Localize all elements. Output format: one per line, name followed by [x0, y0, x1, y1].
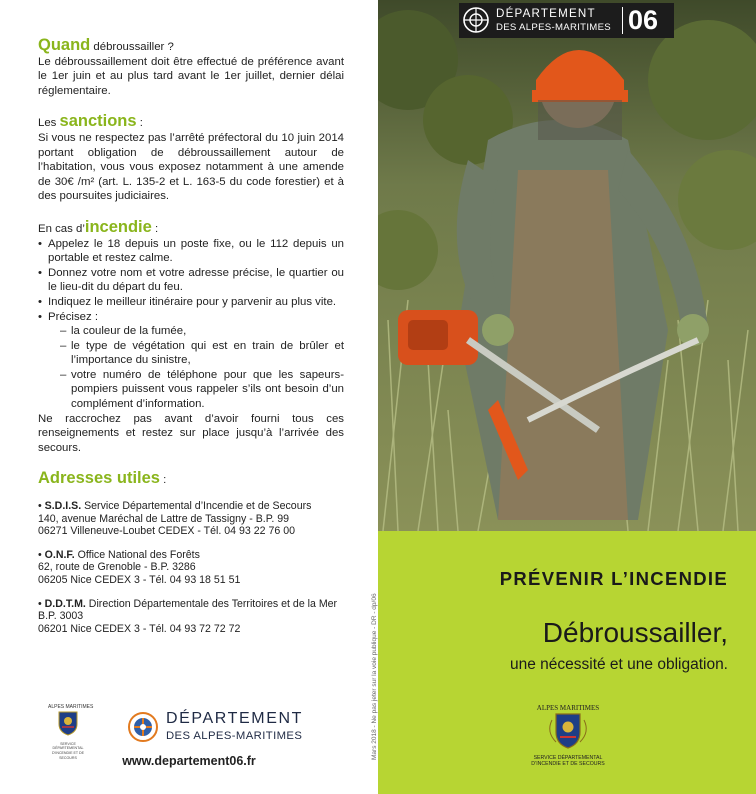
- address-ddtm: • D.D.T.M. Direction Départementale des Territoires et de la Mer B.P. 3003 06201 Nice CEDEX 3 - Tél. 04 93 72 72 72: [38, 598, 344, 636]
- adresses-title: Adresses utiles: [38, 469, 160, 488]
- address-onf: • O.N.F. Office National des Forêts 62, route de Grenoble - B.P. 3286 06205 Nice CEDEX 3 - Tél. 04 93 18 51 51: [38, 549, 344, 587]
- incendie-prefix: En cas d’: [38, 222, 85, 235]
- incendie-closing: Ne raccrochez pas avant d’avoir fourni tous ces renseignements et restez sur place jusqu’à l’arrivée des secours.: [38, 412, 344, 454]
- brand-divider: [622, 7, 623, 34]
- address-abbr: S.D.I.S.: [44, 500, 82, 513]
- adresses-suffix: :: [159, 474, 167, 487]
- sdis-shield-icon: [48, 710, 88, 736]
- sanctions-text: Si vous ne respectez pas l’arrêté préfectoral du 10 juin 2014 portant obligation de débroussaillement autour de l’habitation, vous vous exposez notamment à une amende de 30€ /m² (art. L. 135-2 et L. 163-5 du code forestier) et à des poursuites judiciaires.: [38, 131, 344, 203]
- sanctions-keyword: sanctions: [59, 112, 137, 131]
- department-emblem-icon: [128, 712, 158, 742]
- address-sdis: • S.D.I.S. Service Départemental d’Incendie et de Secours 140, avenue Maréchal de Lattre de Tassigny - B.P. 99 06271 Villeneuve-Loubet CEDEX - Tél. 04 93 22 76 00: [38, 500, 344, 538]
- departement-logo: [128, 710, 348, 750]
- incendie-suffix: :: [151, 222, 159, 235]
- worker-brushcutter-illustration: [378, 0, 756, 531]
- address-name: Service Départemental d’Incendie et de Secours: [81, 500, 312, 513]
- list-item: – le type de végétation qui est en train de brûler et l’importance du sinistre,: [60, 339, 344, 368]
- brand-line1: DÉPARTEMENT: [496, 7, 596, 20]
- list-item: • Appelez le 18 depuis un poste fixe, ou le 112 depuis un portable et restez calme.: [38, 237, 344, 266]
- website-link[interactable]: www.departement06.fr: [122, 754, 256, 768]
- list-item: • Donnez votre nom et votre adresse précise, le quartier ou le lieu-dit du départ du feu.: [38, 266, 344, 295]
- precisez-list: [48, 324, 344, 412]
- address-abbr: O.N.F.: [44, 548, 75, 561]
- sdis-cover-title: ALPES MARITIMES: [536, 704, 600, 712]
- precisez-label: Précisez :: [48, 310, 99, 323]
- address-phone: 06271 Villeneuve-Loubet CEDEX - Tél. 04 93 22 76 00: [38, 525, 295, 538]
- sdis-shield-icon: [528, 712, 608, 750]
- legal-note-text: Mars 2018 - Ne pas jeter sur la voie publique - DR - dp/06: [371, 593, 378, 760]
- list-item: – la couleur de la fumée,: [60, 324, 344, 339]
- list-item: – votre numéro de téléphone pour que les sapeurs-pompiers puissent vous rappeler s’ils ont besoin d’un complément d’information.: [60, 368, 344, 412]
- sdis-logo-sub1: SERVICE DÉPARTEMENTAL: [52, 742, 84, 751]
- cover-title: Débroussailler,: [542, 617, 728, 648]
- adresses-heading: [38, 471, 344, 488]
- quand-heading: [38, 38, 344, 55]
- brand-line2: DES ALPES-MARITIMES: [496, 22, 611, 33]
- quand-text: Le débroussaillement doit être effectué de préférence avant le 1er juin et au plus tard avant le 1er juillet, dernier délai réglementaire.: [38, 55, 344, 97]
- address-line: 62, route de Grenoble - B.P. 3286: [38, 561, 196, 574]
- sdis-cover-sub1: SERVICE DÉPARTEMENTAL: [533, 755, 603, 761]
- sdis-cover-sub2: D’INCENDIE ET DE SECOURS: [531, 761, 605, 767]
- sanctions-prefix: Les: [38, 117, 60, 130]
- cover-headline: PRÉVENIR L’INCENDIE: [499, 568, 728, 589]
- incendie-list: [38, 237, 344, 412]
- sanctions-heading: [38, 114, 344, 131]
- sanctions-suffix: :: [136, 117, 143, 130]
- departement-logo-line2: DES ALPES-MARITIMES: [166, 730, 303, 742]
- info-content: [38, 38, 344, 646]
- cover-subtitle: une nécessité et une obligation.: [509, 656, 728, 673]
- sdis-logo-title: ALPES MARITIMES: [48, 704, 94, 710]
- address-name: Direction Départementale des Territoires et de la Mer: [85, 597, 338, 610]
- legal-note: [361, 560, 378, 760]
- department-brand-bar: [459, 3, 674, 38]
- address-abbr: D.D.T.M.: [44, 597, 86, 610]
- footer-logos: [38, 704, 344, 760]
- address-phone: 06205 Nice CEDEX 3 - Tél. 04 93 18 51 51: [38, 574, 241, 586]
- departement-logo-line1: DÉPARTEMENT: [166, 710, 304, 727]
- address-phone: 06201 Nice CEDEX 3 - Tél. 04 93 72 72 72: [38, 622, 241, 635]
- incendie-keyword: incendie: [84, 217, 152, 236]
- address-line: 140, avenue Maréchal de Lattre de Tassigny - B.P. 99: [38, 512, 290, 525]
- quand-keyword: Quand: [38, 36, 91, 54]
- sdis-cover-logo: [528, 704, 608, 772]
- cover-photo: [378, 0, 756, 531]
- sdis-logo-sub2: D’INCENDIE ET DE SECOURS: [51, 751, 85, 760]
- list-item: • Indiquez le meilleur itinéraire pour y parvenir au plus vite.: [38, 295, 344, 310]
- incendie-heading: [38, 217, 344, 237]
- address-line: B.P. 3003: [38, 610, 84, 623]
- quand-heading-rest: débroussailler ?: [90, 41, 174, 53]
- sdis-logo: [48, 704, 94, 760]
- address-name: Office National des Forêts: [74, 548, 200, 561]
- brand-number: 06: [628, 5, 659, 35]
- list-item: [38, 310, 344, 412]
- department-emblem-icon: [463, 7, 489, 33]
